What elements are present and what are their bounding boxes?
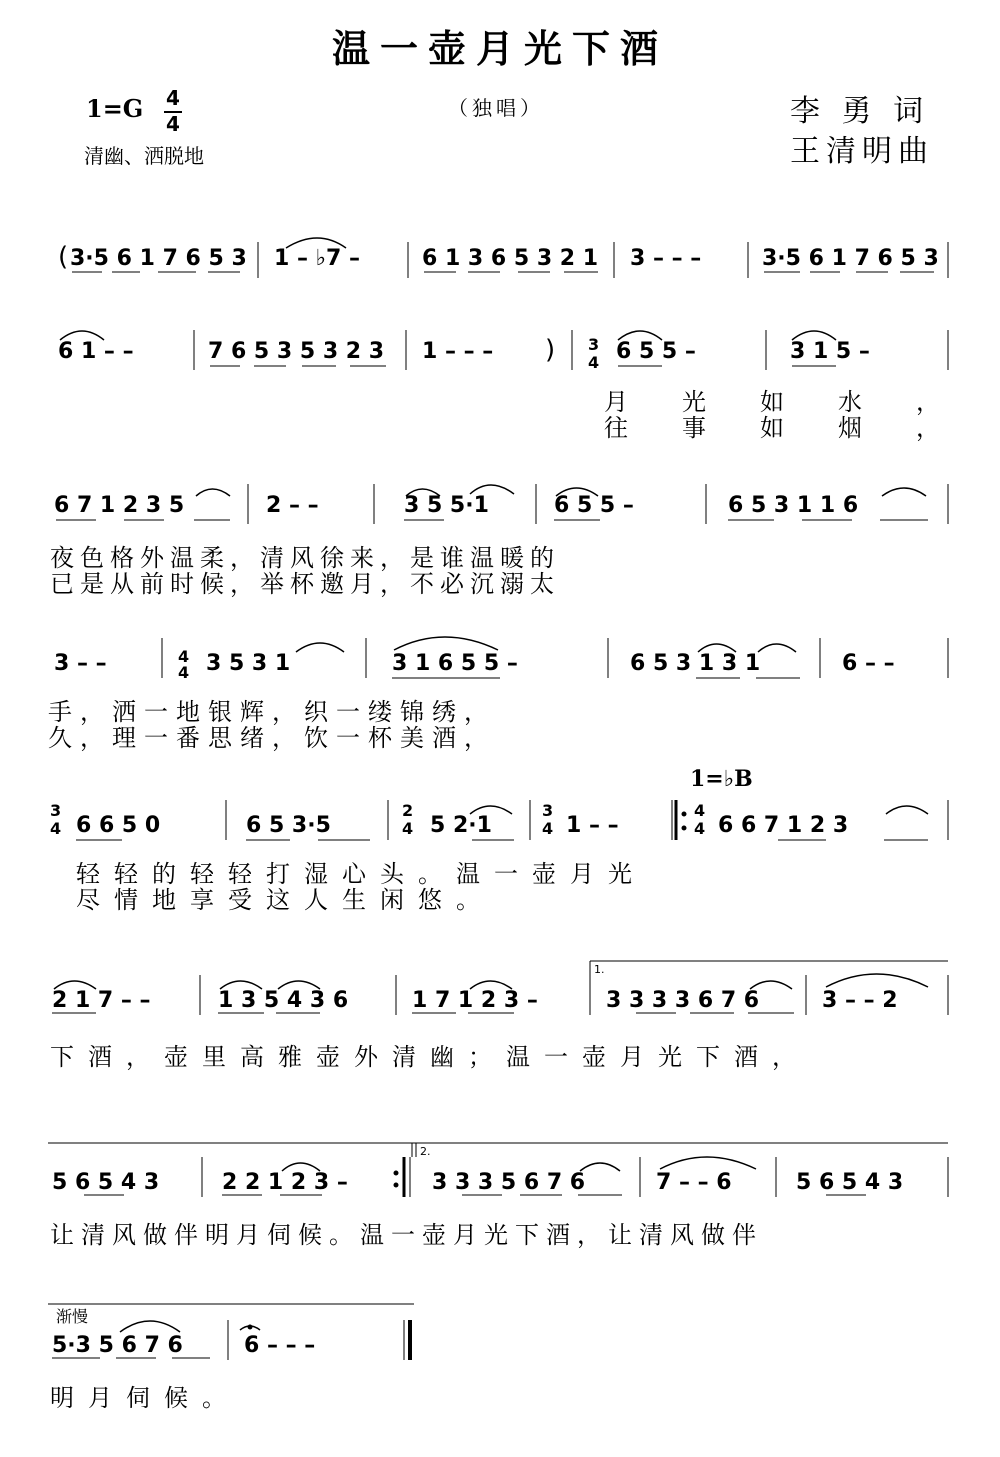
svg-text:4: 4 [694, 819, 706, 838]
score-row-5 [0, 790, 1000, 920]
svg-text:1 – –: 1 – – [566, 813, 619, 838]
score-row-8 [0, 1300, 1000, 1420]
score-row-3 [0, 470, 1000, 600]
svg-text:1 – – –: 1 – – – [422, 339, 494, 364]
svg-text:3·5 6 1 7 6 5 3: 3·5 6 1 7 6 5 3 [70, 246, 247, 271]
notation-row-8 [0, 1300, 1000, 1370]
key-signature: 1=G [86, 94, 144, 123]
svg-text:6 7 1 2 3 5: 6 7 1 2 3 5 [54, 493, 185, 518]
lyrics-row-5-verse-1: 轻轻的轻轻打湿心头。温一壶月光 [76, 860, 646, 888]
svg-text:3 3 3 3 6 7 6: 3 3 3 3 6 7 6 [606, 988, 760, 1013]
svg-text:3 5 3 1: 3 5 3 1 [206, 651, 291, 676]
svg-text:4: 4 [50, 819, 62, 838]
svg-text:4: 4 [178, 663, 190, 682]
svg-text:6 – –: 6 – – [842, 651, 895, 676]
score-row-1 [0, 220, 1000, 290]
svg-text:7 – – 6: 7 – – 6 [656, 1170, 732, 1195]
svg-text:3: 3 [542, 801, 554, 820]
svg-text:1 3 5 4 3 6: 1 3 5 4 3 6 [218, 988, 349, 1013]
notation-row-2 [0, 320, 1000, 390]
svg-text:4: 4 [402, 819, 414, 838]
lyrics-row-4-verse-1: 手，洒一地银辉，织一缕锦绣， [48, 698, 496, 726]
svg-text:3 – – 2: 3 – – 2 [822, 988, 898, 1013]
time-signature-bottom: 4 [166, 112, 180, 136]
expression-mark: 清幽、洒脱地 [84, 144, 204, 168]
time-signature-top: 4 [166, 86, 180, 110]
score-row-7 [0, 1135, 1000, 1255]
song-title: 温一壶月光下酒 [331, 26, 668, 71]
lyrics-row-2-verse-2: 往事如烟， [604, 414, 994, 442]
svg-text:3 – – –: 3 – – – [630, 246, 702, 271]
svg-text:4: 4 [542, 819, 554, 838]
notation-row-3 [0, 470, 1000, 540]
svg-text:1 – ♭7 –: 1 – ♭7 – [274, 246, 360, 271]
tempo-mark: 渐慢 [56, 1307, 89, 1326]
svg-text:3·5 6 1 7 6 5 3: 3·5 6 1 7 6 5 3 [762, 246, 939, 271]
svg-text:3: 3 [50, 801, 62, 820]
notation-row-6 [0, 955, 1000, 1025]
volta-2-label: 2. [420, 1145, 431, 1158]
svg-text:6 1 – –: 6 1 – – [58, 339, 134, 364]
svg-text:2 – –: 2 – – [266, 493, 319, 518]
score-row-6 [0, 955, 1000, 1075]
svg-text:3: 3 [588, 335, 600, 354]
svg-text:6 5 5 –: 6 5 5 – [616, 339, 696, 364]
svg-text:6 5 3 1 3 1: 6 5 3 1 3 1 [630, 651, 761, 676]
lyrics-row-4-verse-2: 久，理一番思绪，饮一杯美酒， [48, 724, 496, 752]
lyrics-row-5-verse-2: 尽情地享受这人生闲悠。 [76, 886, 494, 914]
svg-text:3 1 6 5 5 –: 3 1 6 5 5 – [392, 651, 518, 676]
composer-credit: 王清明曲 [790, 134, 934, 169]
svg-text:4: 4 [588, 353, 600, 372]
svg-text:(: ( [58, 242, 69, 272]
svg-text:2: 2 [402, 801, 414, 820]
svg-text:6 – – –: 6 – – – [244, 1333, 316, 1358]
lyrics-row-6: 下酒，壶里高雅壶外清幽；温一壶月光下酒， [50, 1043, 810, 1071]
volta-1-label: 1. [594, 963, 605, 976]
lyrics-row-8: 明月伺候。 [50, 1384, 240, 1412]
notation-row-4 [0, 628, 1000, 688]
svg-text:6 6 5 0: 6 6 5 0 [76, 813, 161, 838]
notation-row-1 [0, 220, 1000, 290]
svg-text:4: 4 [694, 801, 706, 820]
svg-text:6 5 3 1 1 6: 6 5 3 1 1 6 [728, 493, 859, 518]
notation-row-5 [0, 790, 1000, 860]
svg-text:2 1 7 – –: 2 1 7 – – [52, 988, 151, 1013]
svg-text:6 5 5 –: 6 5 5 – [554, 493, 634, 518]
svg-text:3 1 5 –: 3 1 5 – [790, 339, 870, 364]
svg-text:4: 4 [178, 647, 190, 666]
svg-text:): ) [545, 335, 556, 365]
svg-text:7 6 5 3 5 3 2 3: 7 6 5 3 5 3 2 3 [208, 339, 385, 364]
svg-text:1 7 1 2 3 –: 1 7 1 2 3 – [412, 988, 538, 1013]
score-row-4 [0, 628, 1000, 752]
svg-text:2 2 1 2 3 –: 2 2 1 2 3 – [222, 1170, 348, 1195]
svg-text:6 5 3·5: 6 5 3·5 [246, 813, 331, 838]
svg-text:5 6 5 4 3: 5 6 5 4 3 [52, 1170, 160, 1195]
key-change: 1=♭B [690, 766, 753, 792]
score-row-2 [0, 320, 1000, 442]
svg-text:5·3 5 6 7 6: 5·3 5 6 7 6 [52, 1333, 183, 1358]
lyrics-row-3-verse-1: 夜色格外温柔，清风徐来，是谁温暖的 [50, 544, 560, 572]
lyrics-row-7: 让清风做伴明月伺候。温一壶月光下酒，让清风做伴 [50, 1221, 763, 1249]
svg-text:5 2·1: 5 2·1 [430, 813, 492, 838]
notation-row-7 [0, 1135, 1000, 1205]
svg-text:6 1 3 6 5 3 2 1: 6 1 3 6 5 3 2 1 [422, 246, 599, 271]
lyrics-row-2-verse-1: 月光如水， [604, 388, 994, 416]
svg-text:3 – –: 3 – – [54, 651, 107, 676]
svg-text:5 6 5 4 3: 5 6 5 4 3 [796, 1170, 904, 1195]
lyricist-credit: 李 勇 词 [790, 94, 930, 129]
svg-text:3 5 5·1: 3 5 5·1 [404, 493, 489, 518]
svg-text:6 6 7 1 2 3: 6 6 7 1 2 3 [718, 813, 849, 838]
performance-note: （独唱） [448, 96, 544, 120]
lyrics-row-3-verse-2: 已是从前时候，举杯邀月，不必沉溺太 [50, 570, 560, 598]
svg-text:3 3 3 5 6 7 6: 3 3 3 5 6 7 6 [432, 1170, 586, 1195]
